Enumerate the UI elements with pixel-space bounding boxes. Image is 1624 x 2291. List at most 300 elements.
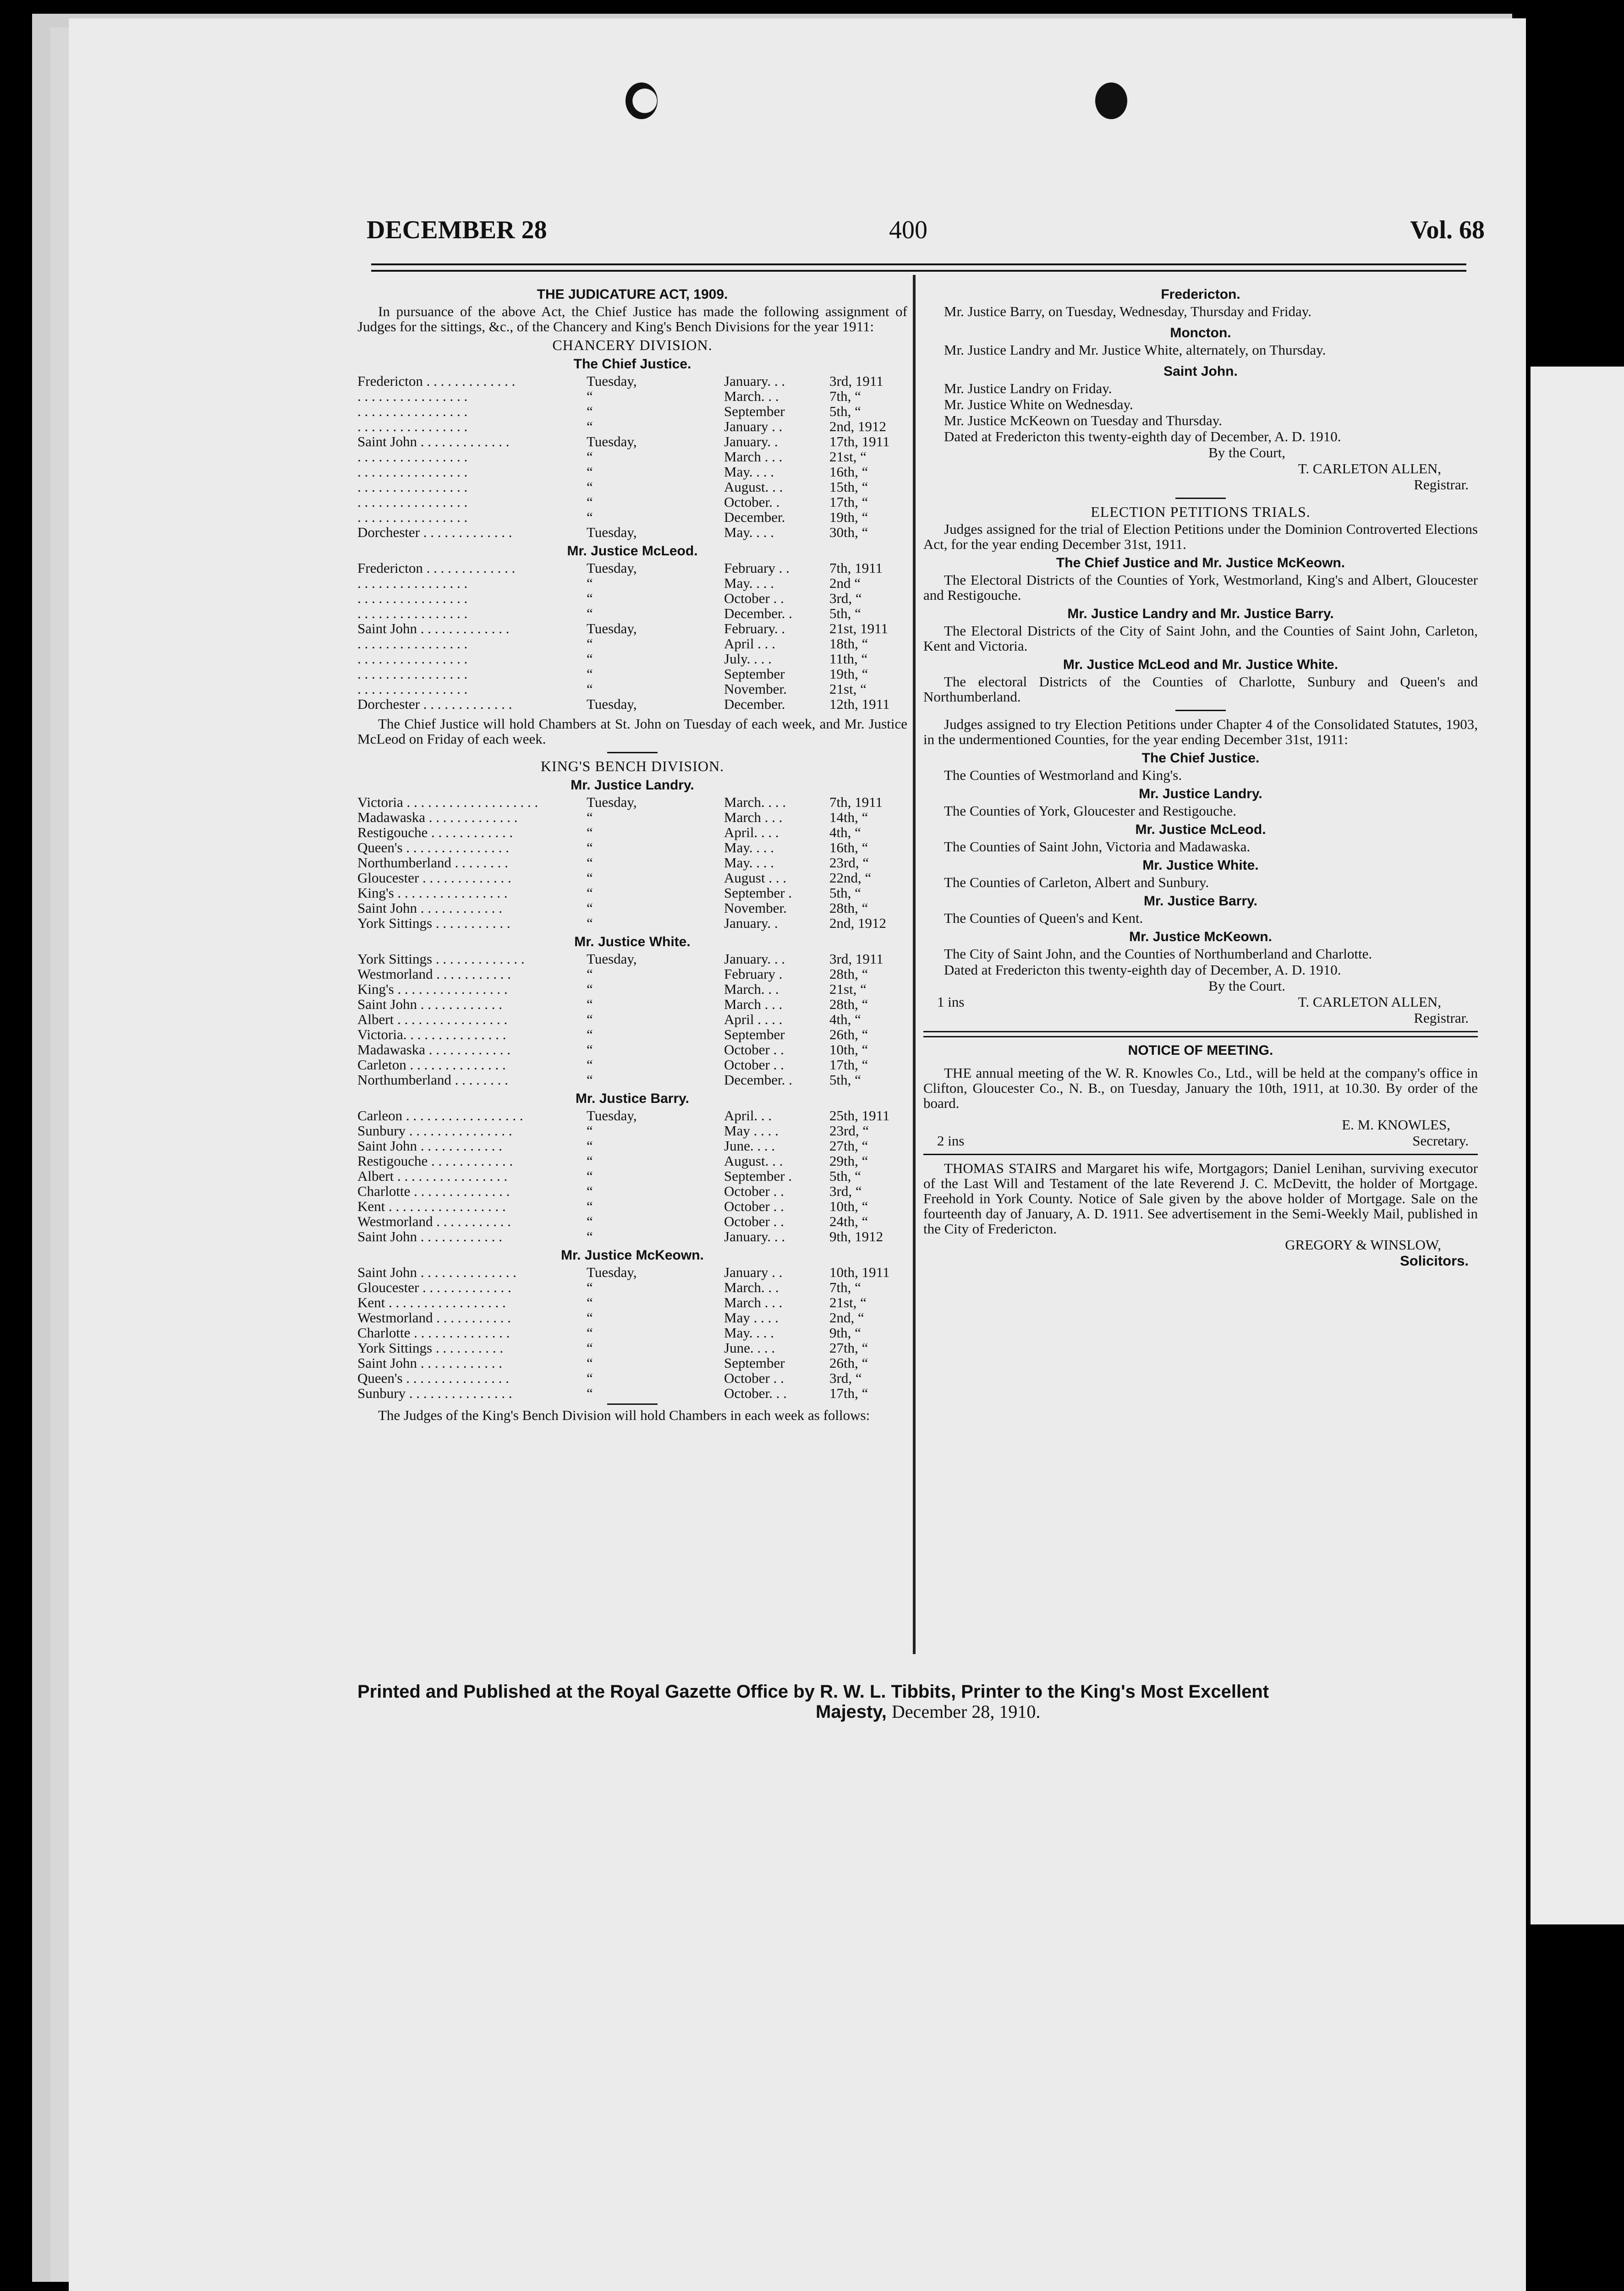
table-row [357, 560, 907, 575]
day-cell: “ [587, 996, 593, 1012]
mortgage-signer-title: Solicitors. [1400, 1253, 1469, 1269]
table-row [357, 1072, 907, 1087]
place-cell: . . . . . . . . . . . . . . . . [357, 636, 468, 652]
judge-heading: Mr. Justice McKeown. [1129, 929, 1272, 944]
table-row [357, 810, 907, 825]
date-cell: 25th, 1911 [829, 1107, 890, 1124]
month-cell: September [724, 403, 785, 419]
day-cell: “ [587, 509, 593, 525]
day-cell: “ [587, 885, 593, 901]
day-cell: Tuesday, [587, 620, 637, 636]
place-cell: Westmorland . . . . . . . . . . . [357, 1310, 511, 1326]
place-cell: Kent . . . . . . . . . . . . . . . . . [357, 1198, 506, 1214]
day-cell: Tuesday, [587, 794, 637, 810]
day-cell: “ [587, 1294, 593, 1310]
date-cell: 26th, “ [829, 1355, 868, 1371]
table-row [357, 651, 907, 666]
place-cell: Saint John . . . . . . . . . . . . [357, 1138, 503, 1154]
date-cell: 12th, 1911 [829, 696, 890, 712]
month-cell: May. . . . [724, 464, 774, 480]
month-cell: August. . . [724, 479, 783, 495]
day-cell: Tuesday, [587, 1107, 637, 1124]
month-cell: April. . . [724, 1107, 772, 1124]
date-cell: 26th, “ [829, 1026, 868, 1042]
date-cell: 5th, “ [829, 403, 861, 419]
date-cell: 23rd, “ [829, 855, 869, 871]
by-the-court: By the Court. [1208, 978, 1285, 994]
date-cell: 7th, “ [829, 1279, 861, 1295]
date-cell: 19th, “ [829, 666, 868, 682]
county-text: The Counties of York, Gloucester and Restigouche. [944, 803, 1236, 819]
month-cell: September [724, 1355, 785, 1371]
place-cell: Restigouche . . . . . . . . . . . . [357, 1153, 513, 1169]
date-cell: 21st, 1911 [829, 620, 889, 636]
footer-date: December 28, 1910. [892, 1701, 1041, 1722]
month-cell: October . . [724, 1213, 784, 1229]
day-cell: “ [587, 1310, 593, 1326]
judge-heading: Mr. Justice Landry. [571, 778, 694, 793]
month-cell: October . . [724, 1041, 784, 1058]
date-cell: 22nd, “ [829, 870, 872, 886]
date-cell: 3rd, “ [829, 1370, 862, 1386]
closing-note: The Judges of the King's Bench Division will hold Chambers in each week as follows: [378, 1407, 870, 1423]
table-row [357, 1138, 907, 1153]
day-cell: “ [587, 1183, 593, 1199]
day-cell: “ [587, 1123, 593, 1139]
page-header [367, 215, 1485, 247]
place-cell: York Sittings . . . . . . . . . . [357, 1340, 504, 1356]
page-edge [1531, 367, 1624, 1924]
place-cell: . . . . . . . . . . . . . . . . [357, 681, 468, 697]
footer-line: Printed and Published at the Royal Gazette Office by R. W. L. Tibbits, Printer to the King's Most Excellent [357, 1682, 1269, 1702]
date-cell: 14th, “ [829, 809, 868, 825]
table-row [357, 997, 907, 1012]
date-cell: 4th, “ [829, 824, 861, 840]
notice-text: THE annual meeting of the W. R. Knowles Co., Ltd., will be held at the company's office in Clifton, Gloucester Co., N. B., on Tuesday, January the 10th, 1911, at 10.30. By order of the board. [923, 1065, 1478, 1111]
district-text: The Electoral Districts of the Counties of York, Westmorland, King's and Albert, Gloucester and Restigouche. [923, 572, 1478, 603]
date-cell: 19th, “ [829, 509, 868, 525]
sittings-table [357, 951, 907, 1087]
place-cell: Carleon . . . . . . . . . . . . . . . . . [357, 1107, 523, 1124]
table-row [357, 1310, 907, 1325]
judge-heading: Mr. Justice McLeod and Mr. Justice White. [1063, 657, 1339, 672]
date-cell: 5th, “ [829, 1168, 861, 1184]
month-cell: July. . . . [724, 651, 772, 667]
table-row [357, 1325, 907, 1340]
day-cell: “ [587, 855, 593, 871]
judge-heading: The Chief Justice. [1141, 751, 1260, 766]
month-cell: May. . . . [724, 575, 774, 591]
header-rule [371, 263, 1466, 272]
date-cell: 4th, “ [829, 1011, 861, 1027]
day-cell: “ [587, 1213, 593, 1229]
notice-heading: NOTICE OF MEETING. [1128, 1043, 1273, 1058]
month-cell: April. . . . [724, 824, 779, 840]
date-cell: 3rd, 1911 [829, 373, 883, 389]
day-cell: “ [587, 1385, 593, 1401]
judge-heading: Mr. Justice Barry. [1144, 893, 1257, 909]
table-row [357, 525, 907, 540]
month-cell: August . . . [724, 870, 787, 886]
month-cell: January. . [724, 433, 778, 449]
chambers-note: The Chief Justice will hold Chambers at St. John on Tuesday of each week, and Mr. Justice McLeod on Friday of each week. [357, 716, 907, 747]
place-cell: King's . . . . . . . . . . . . . . . . [357, 981, 508, 997]
punch-hole [1095, 82, 1127, 119]
page-number: 400 [889, 216, 927, 244]
place-cell: Sunbury . . . . . . . . . . . . . . . [357, 1385, 512, 1401]
table-row [357, 510, 907, 525]
day-cell: “ [587, 1011, 593, 1027]
table-row [357, 1265, 907, 1280]
place-cell: Kent . . . . . . . . . . . . . . . . . [357, 1294, 506, 1310]
footer-line: Majesty, [816, 1702, 887, 1722]
date-cell: 2nd, “ [829, 1310, 864, 1326]
table-row [357, 1184, 907, 1199]
month-cell: January. . . [724, 951, 785, 967]
date-cell: 7th, 1911 [829, 560, 883, 576]
date-cell: 23rd, “ [829, 1123, 869, 1139]
month-cell: March . . . [724, 809, 783, 825]
month-cell: January. . [724, 915, 778, 931]
place-cell: Albert . . . . . . . . . . . . . . . . [357, 1168, 508, 1184]
table-row [357, 1057, 907, 1072]
county-text: The Counties of Carleton, Albert and Sunbury. [944, 874, 1209, 890]
table-row [357, 1108, 907, 1123]
day-cell: Tuesday, [587, 433, 637, 449]
month-cell: March. . . [724, 1279, 779, 1295]
date-cell: 21st, “ [829, 449, 867, 465]
day-cell: “ [587, 418, 593, 434]
table-row [357, 373, 907, 389]
place-cell: . . . . . . . . . . . . . . . . [357, 666, 468, 682]
place-cell: . . . . . . . . . . . . . . . . [357, 651, 468, 667]
judge-heading: Mr. Justice McKeown. [561, 1248, 704, 1263]
table-row [357, 479, 907, 494]
date-cell: 21st, “ [829, 1294, 867, 1310]
table-row [357, 606, 907, 621]
county-text: The City of Saint John, and the Counties of Northumberland and Charlotte. [944, 946, 1372, 962]
sittings-table [357, 795, 907, 931]
table-row [357, 1153, 907, 1168]
judge-heading: Mr. Justice Landry and Mr. Justice Barry. [1067, 606, 1334, 621]
day-cell: “ [587, 1026, 593, 1042]
place-cell: Madawaska . . . . . . . . . . . . [357, 1041, 511, 1058]
day-cell: “ [587, 809, 593, 825]
place-cell: Queen's . . . . . . . . . . . . . . . [357, 1370, 510, 1386]
kings-bench-heading: KING'S BENCH DIVISION. [540, 758, 724, 774]
place-cell: Carleton . . . . . . . . . . . . . . [357, 1057, 506, 1073]
day-cell: Tuesday, [587, 560, 637, 576]
month-cell: March . . . [724, 996, 783, 1012]
table-row [357, 636, 907, 651]
section-rule [1175, 498, 1226, 499]
table-row [357, 696, 907, 712]
month-cell: June. . . . [724, 1340, 775, 1356]
date-cell: 5th, “ [829, 605, 861, 621]
section-rule [607, 752, 658, 753]
district-text: The Electoral Districts of the City of Saint John, and the Counties of Saint John, Carleton, Kent and Victoria. [923, 623, 1478, 654]
table-row [357, 870, 907, 885]
month-cell: April . . . . [724, 1011, 783, 1027]
place-cell: . . . . . . . . . . . . . . . . [357, 388, 468, 404]
place-cell: York Sittings . . . . . . . . . . . . . [357, 951, 525, 967]
notice-signer: E. M. KNOWLES, [1342, 1117, 1450, 1133]
date-cell: 2nd, 1912 [829, 915, 886, 931]
place-cell: . . . . . . . . . . . . . . . . [357, 494, 468, 510]
day-cell: “ [587, 966, 593, 982]
place-cell: Saint John . . . . . . . . . . . . [357, 1355, 503, 1371]
chambers-text: Mr. Justice Landry and Mr. Justice White, alternately, on Thursday. [944, 342, 1326, 358]
month-cell: October . . [724, 1057, 784, 1073]
table-row [357, 494, 907, 510]
place-cell: Gloucester . . . . . . . . . . . . . [357, 1279, 511, 1295]
place-cell: . . . . . . . . . . . . . . . . [357, 403, 468, 419]
table-row [357, 575, 907, 591]
date-cell: 28th, “ [829, 996, 868, 1012]
month-cell: September . [724, 885, 792, 901]
month-cell: May . . . . [724, 1123, 779, 1139]
judge-heading: The Chief Justice. [573, 356, 691, 372]
place-cell: Saint John . . . . . . . . . . . . . . [357, 1264, 517, 1280]
table-row [357, 464, 907, 479]
place-cell: . . . . . . . . . . . . . . . . [357, 449, 468, 465]
date-cell: 3rd, “ [829, 590, 862, 606]
place-cell: Northumberland . . . . . . . . [357, 1072, 508, 1088]
table-row [357, 1214, 907, 1229]
month-cell: September . [724, 1168, 792, 1184]
day-cell: “ [587, 1340, 593, 1356]
day-cell: “ [587, 403, 593, 419]
month-cell: May. . . . [724, 1325, 774, 1341]
place-cell: Victoria. . . . . . . . . . . . . . . [357, 1026, 506, 1042]
table-row [357, 1229, 907, 1244]
place-cell: . . . . . . . . . . . . . . . . [357, 575, 468, 591]
table-row [357, 449, 907, 464]
month-cell: April . . . [724, 636, 775, 652]
date-cell: 27th, “ [829, 1340, 868, 1356]
date-cell: 2nd, 1912 [829, 418, 886, 434]
table-row [357, 840, 907, 855]
left-column [357, 283, 907, 1424]
judge-heading: Mr. Justice Barry. [576, 1091, 689, 1106]
place-cell: Restigouche . . . . . . . . . . . . [357, 824, 513, 840]
county-text: The Counties of Queen's and Kent. [944, 910, 1143, 926]
table-row [357, 1123, 907, 1138]
day-cell: Tuesday, [587, 1264, 637, 1280]
right-column [923, 283, 1478, 1269]
header-date: DECEMBER 28 [367, 216, 547, 244]
election-heading: ELECTION PETITIONS TRIALS. [1091, 504, 1311, 520]
day-cell: “ [587, 651, 593, 667]
day-cell: “ [587, 1279, 593, 1295]
day-cell: “ [587, 1057, 593, 1073]
month-cell: October . . [724, 590, 784, 606]
table-row [357, 404, 907, 419]
day-cell: “ [587, 449, 593, 465]
month-cell: January . . [724, 1264, 783, 1280]
day-cell: “ [587, 494, 593, 510]
county-text: The Counties of Saint John, Victoria and Madawaska. [944, 839, 1251, 855]
table-row [357, 419, 907, 434]
table-row [357, 900, 907, 915]
table-row [357, 666, 907, 681]
signer-name: T. CARLETON ALLEN, [1298, 994, 1441, 1010]
day-cell: Tuesday, [587, 373, 637, 389]
table-row [357, 1042, 907, 1057]
mortgage-signer: GREGORY & WINSLOW, [1285, 1237, 1441, 1253]
date-cell: 3rd, “ [829, 1183, 862, 1199]
month-cell: May. . . . [724, 855, 774, 871]
mortgage-text: THOMAS STAIRS and Margaret his wife, Mortgagors; Daniel Lenihan, surviving executor of the Last Will and Testament of the late Reverend J. C. McDevitt, the holder of Mortgage. Freehold in York County. Notice of Sale given by the above holder of Mortgage. Sale on the fourteenth day of January, A. D. 1911. See advertisement in the Semi-Weekly Mail, published in the City of Fredericton. [923, 1160, 1478, 1237]
table-row [357, 951, 907, 966]
column-divider [913, 275, 916, 1654]
place-cell: Westmorland . . . . . . . . . . . [357, 1213, 511, 1229]
month-cell: December. [724, 696, 785, 712]
district-text: The electoral Districts of the Counties of Charlotte, Sunbury and Queen's and Northumberland. [923, 674, 1478, 705]
date-cell: 7th, “ [829, 388, 861, 404]
month-cell: February. . [724, 620, 785, 636]
place-cell: Madawaska . . . . . . . . . . . . . [357, 809, 518, 825]
month-cell: August. . . [724, 1153, 783, 1169]
table-row [357, 981, 907, 997]
day-cell: “ [587, 1168, 593, 1184]
day-cell: “ [587, 464, 593, 480]
table-row [357, 1012, 907, 1027]
date-cell: 7th, 1911 [829, 794, 883, 810]
day-cell: “ [587, 590, 593, 606]
place-cell: Northumberland . . . . . . . . [357, 855, 508, 871]
table-row [357, 885, 907, 900]
judge-heading: The Chief Justice and Mr. Justice McKeown. [1056, 555, 1345, 570]
date-cell: 16th, “ [829, 839, 868, 855]
day-cell: “ [587, 1153, 593, 1169]
sittings-table [357, 373, 907, 540]
table-row [357, 966, 907, 981]
city-heading: Fredericton. [1161, 287, 1240, 302]
date-cell: 27th, “ [829, 1138, 868, 1154]
chancery-heading: CHANCERY DIVISION. [552, 337, 713, 353]
date-cell: 10th, 1911 [829, 1264, 890, 1280]
volume-number: Vol. 68 [1410, 216, 1485, 244]
day-cell: “ [587, 1041, 593, 1058]
day-cell: “ [587, 1198, 593, 1214]
month-cell: December. . [724, 1072, 792, 1088]
month-cell: February . . [724, 560, 790, 576]
table-row [357, 1386, 907, 1401]
sittings-table [357, 1108, 907, 1244]
judge-heading: Mr. Justice White. [574, 934, 691, 949]
date-cell: 17th, “ [829, 494, 868, 510]
punch-hole [625, 82, 658, 119]
table-row [357, 855, 907, 870]
date-cell: 21st, “ [829, 681, 867, 697]
date-cell: 16th, “ [829, 464, 868, 480]
city-heading: Saint John. [1163, 364, 1238, 379]
table-row [357, 1280, 907, 1295]
chambers-line: Mr. Justice Landry on Friday. [944, 380, 1112, 396]
date-cell: 9th, 1912 [829, 1228, 883, 1244]
month-cell: March . . . [724, 1294, 783, 1310]
day-cell: “ [587, 870, 593, 886]
election-intro: Judges assigned for the trial of Election Petitions under the Dominion Controverted Elections Act, for the year ending December 31st, 1911. [923, 521, 1478, 552]
day-cell: “ [587, 900, 593, 916]
month-cell: November. [724, 900, 787, 916]
day-cell: “ [587, 981, 593, 997]
chambers-text: Mr. Justice Barry, on Tuesday, Wednesday, Thursday and Friday. [944, 303, 1311, 319]
place-cell: Charlotte . . . . . . . . . . . . . . [357, 1183, 510, 1199]
date-cell: 17th, “ [829, 1057, 868, 1073]
table-row [357, 681, 907, 696]
place-cell: Saint John . . . . . . . . . . . . [357, 900, 503, 916]
date-cell: 10th, “ [829, 1198, 868, 1214]
place-cell: . . . . . . . . . . . . . . . . [357, 509, 468, 525]
month-cell: December. [724, 509, 785, 525]
month-cell: October . . [724, 1183, 784, 1199]
date-cell: 17th, “ [829, 1385, 868, 1401]
day-cell: Tuesday, [587, 524, 637, 540]
table-row [357, 621, 907, 636]
date-cell: 15th, “ [829, 479, 868, 495]
notice-signer-title: Secretary. [1412, 1133, 1469, 1149]
signer-name: T. CARLETON ALLEN, [1298, 460, 1441, 477]
place-cell: Charlotte . . . . . . . . . . . . . . [357, 1325, 510, 1341]
month-cell: May. . . . [724, 839, 774, 855]
place-cell: . . . . . . . . . . . . . . . . [357, 479, 468, 495]
month-cell: October . . [724, 1370, 784, 1386]
place-cell: Saint John . . . . . . . . . . . . [357, 996, 503, 1012]
day-cell: “ [587, 1325, 593, 1341]
day-cell: “ [587, 388, 593, 404]
month-cell: January . . [724, 418, 783, 434]
place-cell: Saint John . . . . . . . . . . . . . [357, 433, 510, 449]
sittings-table [357, 1265, 907, 1401]
day-cell: “ [587, 636, 593, 652]
chambers-line: Mr. Justice White on Wednesday. [944, 396, 1133, 412]
day-cell: “ [587, 915, 593, 931]
month-cell: January. . . [724, 1228, 785, 1244]
month-cell: December. . [724, 605, 792, 621]
month-cell: October . . [724, 1198, 784, 1214]
place-cell: Gloucester . . . . . . . . . . . . . [357, 870, 511, 886]
dated-line: Dated at Fredericton this twenty-eighth day of December, A. D. 1910. [944, 962, 1341, 978]
place-cell: King's . . . . . . . . . . . . . . . . [357, 885, 508, 901]
chambers-line: Mr. Justice McKeown on Tuesday and Thursday. [944, 412, 1223, 428]
date-cell: 3rd, 1911 [829, 951, 883, 967]
signer-title: Registrar. [1414, 477, 1469, 493]
notice-rule [923, 1031, 1478, 1037]
table-row [357, 434, 907, 449]
table-row [357, 591, 907, 606]
dated-line: Dated at Fredericton this twenty-eighth day of December, A. D. 1910. [944, 428, 1341, 444]
place-cell: Dorchester . . . . . . . . . . . . . [357, 524, 512, 540]
day-cell: Tuesday, [587, 696, 637, 712]
place-cell: Fredericton . . . . . . . . . . . . . [357, 373, 516, 389]
place-cell: . . . . . . . . . . . . . . . . [357, 464, 468, 480]
table-row [357, 795, 907, 810]
month-cell: March . . . [724, 449, 783, 465]
signer-title: Registrar. [1414, 1010, 1469, 1026]
date-cell: 17th, 1911 [829, 433, 890, 449]
month-cell: May . . . . [724, 1310, 779, 1326]
place-cell: Westmorland . . . . . . . . . . . [357, 966, 511, 982]
judge-heading: Mr. Justice White. [1142, 858, 1259, 873]
date-cell: 24th, “ [829, 1213, 868, 1229]
act-title: THE JUDICATURE ACT, 1909. [537, 287, 728, 302]
judge-heading: Mr. Justice Landry. [1139, 786, 1262, 801]
place-cell: Sunbury . . . . . . . . . . . . . . . [357, 1123, 512, 1139]
day-cell: “ [587, 839, 593, 855]
day-cell: “ [587, 1072, 593, 1088]
